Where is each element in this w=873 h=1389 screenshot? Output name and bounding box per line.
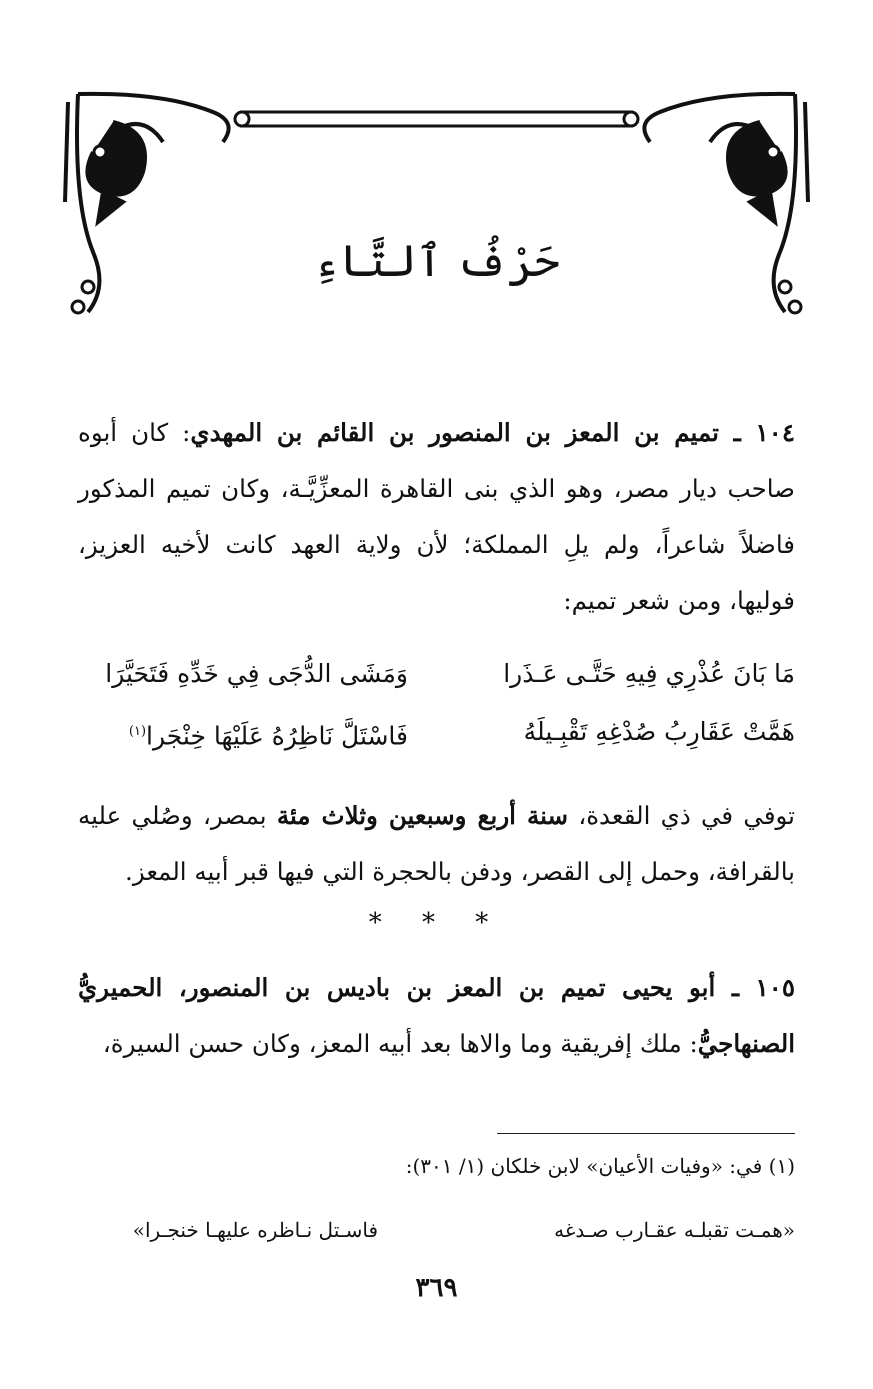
entry-104 [78, 405, 795, 629]
section-separator: * * * [368, 908, 505, 938]
death-note [78, 788, 795, 900]
verse-2-second-hemistich [78, 703, 408, 765]
death-note-lead: توفي في ذي القعدة، [578, 801, 796, 830]
poem-verse-1 [78, 645, 795, 703]
poem-verse-2 [78, 703, 795, 761]
footnote-text: (١) في: «وفيات الأعيان» لابن خلكان (١/ ٣٠١): [405, 1154, 795, 1178]
entry-104-body: : كان أبوه صاحب ديار مصر، وهو الذي بنى القاهرة المعزِّيَّـة، وكان تميم المذكور فاضلاً شاعراً، ولم يلِ المملكة؛ لأن ولاية العهد كانت لأخيه العزيز، فوليها، ومن شعر تميم: [78, 418, 795, 615]
entry-105-heading: ١٠٥ ـ أبو يحيى تميم بن المعز بن باديس بن المنصور، الحميريُّ الصنهاجيُّ [78, 973, 795, 1058]
entry-105 [78, 960, 795, 1072]
verse-1-first-hemistich: مَا بَانَ عُذْرِي فِيهِ حَتَّـى عَـذَرا [503, 659, 795, 688]
footnote-verse [78, 1212, 795, 1248]
death-note-rest: بمصر، وصُلي عليه بالقرافة، وحمل إلى القصر، ودفن بالحجرة التي فيها قبر أبيه المعز. [78, 801, 795, 886]
entry-104-heading: ١٠٤ ـ تميم بن المعز بن المنصور بن القائم بن المهدي [190, 418, 795, 447]
footnote-rule [497, 1133, 795, 1134]
page-number: ٣٦٩ [415, 1273, 458, 1303]
ornamental-header-frame [60, 82, 813, 332]
footnote-reference-mark: (١) [128, 724, 147, 739]
footnote-verse-second: فاسـتل نـاظره عليهـا خنجـرا» [132, 1218, 378, 1242]
footnote-verse-first: «همـت تقبلـه عقـارب صـدغه [554, 1218, 795, 1242]
verse-2-first-hemistich: هَمَّتْ عَقَارِبُ صُدْغِهِ تَقْبِـيلَهُ [523, 717, 795, 746]
entry-105-body: : ملك إفريقية وما والاها بعد أبيه المعز، وكان حسن السيرة، [102, 1029, 698, 1058]
death-note-year: سنة أربع وسبعين وثلاث مئة [276, 801, 569, 830]
chapter-title: حَرْفُ ٱلتَّاءِ [313, 236, 560, 287]
verse-1-second-hemistich: وَمَشَى الدُّجَى فِي خَدِّهِ فَتَحَيَّرَا [105, 659, 408, 688]
verse-2-second-text: فَاسْتَلَّ نَاظِرُهُ عَلَيْهَا خِنْجَرا [146, 721, 408, 751]
